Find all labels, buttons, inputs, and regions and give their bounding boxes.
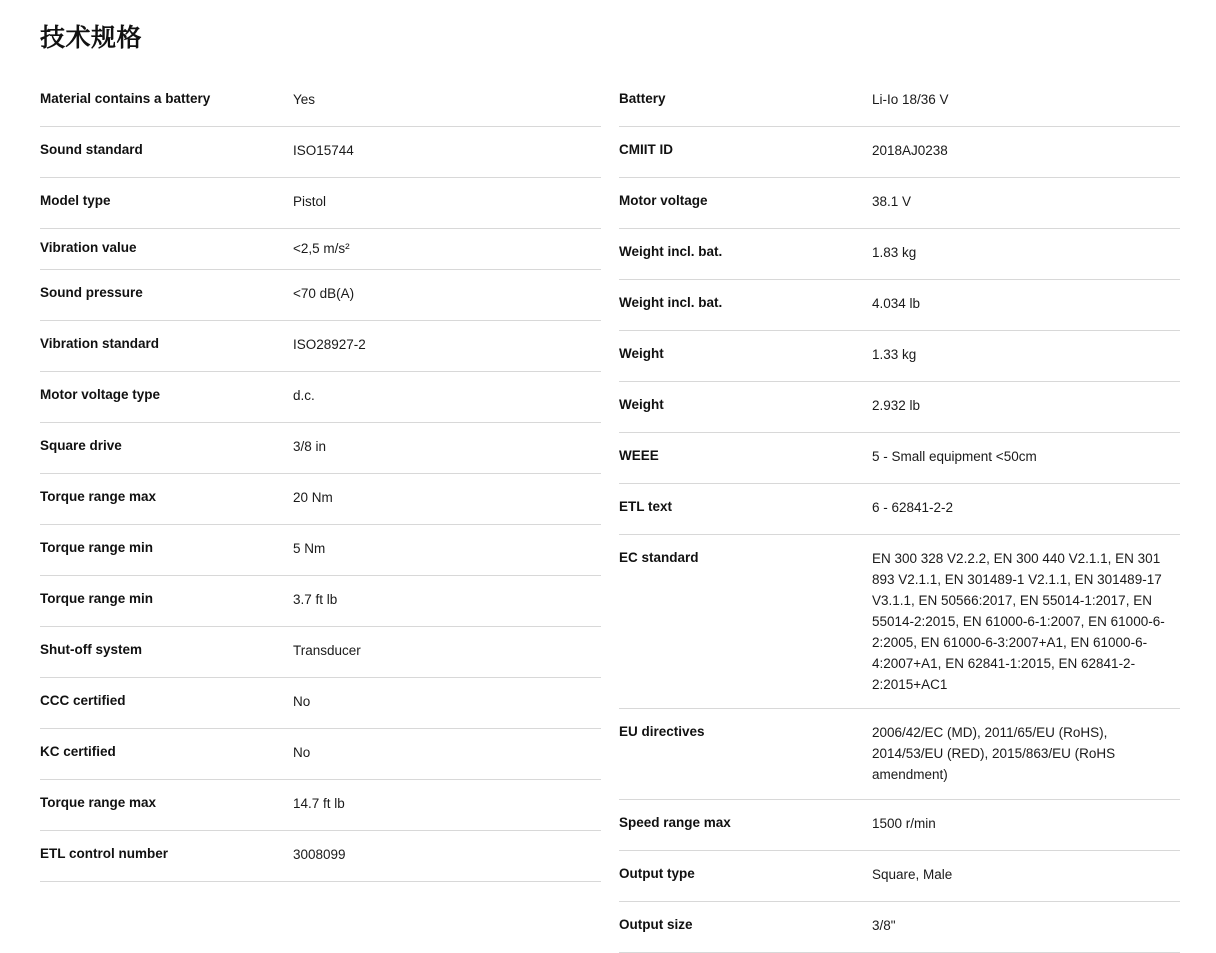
spec-label: ETL text [619, 499, 673, 514]
spec-row [619, 433, 1180, 484]
spec-row [40, 474, 601, 525]
spec-value: Pistol [293, 194, 327, 209]
spec-label: Sound pressure [40, 284, 143, 300]
spec-label: Output size [619, 917, 693, 933]
spec-label: CCC certified [40, 692, 126, 708]
spec-value: Li-Io 18/36 V [872, 92, 949, 107]
spec-label: Shut-off system [40, 641, 143, 657]
spec-label: CMIIT ID [619, 142, 673, 157]
spec-row [619, 127, 1180, 178]
spec-value: 5 Nm [293, 540, 326, 556]
spec-value: 38.1 V [872, 194, 912, 209]
spec-row [619, 902, 1180, 953]
page-title: 技术规格 [40, 24, 143, 52]
spec-label: Weight incl. bat. [619, 244, 723, 259]
spec-label: EC standard [619, 550, 699, 565]
spec-row [619, 851, 1180, 902]
spec-row [619, 280, 1180, 331]
spec-value: 4.034 lb [872, 296, 921, 311]
spec-label: Model type [40, 193, 111, 208]
spec-row [619, 800, 1180, 851]
spec-row [40, 576, 601, 627]
spec-label: Battery [619, 91, 666, 106]
spec-label: Vibration value [40, 240, 137, 255]
spec-row [40, 372, 601, 423]
spec-row [40, 423, 601, 474]
spec-label: Motor voltage [619, 193, 708, 208]
spec-value: d.c. [293, 387, 315, 403]
spec-label: Torque range min [40, 539, 154, 555]
spec-value: Transducer [293, 642, 361, 658]
spec-label: Torque range max [40, 488, 157, 504]
spec-row [619, 709, 1180, 800]
spec-value: 2018AJ0238 [872, 143, 948, 158]
specifications-left-column [40, 76, 601, 882]
spec-label: Weight incl. bat. [619, 295, 723, 310]
spec-label: Torque range min [40, 590, 154, 606]
spec-row [40, 270, 601, 321]
spec-value: Square, Male [872, 867, 953, 883]
spec-row [619, 331, 1180, 382]
spec-row [40, 229, 601, 270]
spec-row [40, 831, 601, 882]
spec-label: Speed range max [619, 815, 731, 831]
spec-row [40, 780, 601, 831]
spec-label: Output type [619, 866, 695, 882]
spec-value: No [293, 693, 311, 709]
spec-value: 2006/42/EC (MD), 2011/65/EU (RoHS), 2014/53/EU (RED), 2015/863/EU (RoHS amendment) [872, 725, 1116, 783]
spec-value: No [293, 744, 311, 760]
spec-label: Sound standard [40, 142, 143, 157]
spec-row [40, 627, 601, 678]
spec-value: ISO15744 [293, 143, 354, 158]
spec-value: <70 dB(A) [293, 285, 355, 301]
specifications-columns [40, 76, 1180, 953]
spec-value: 3/8" [872, 918, 896, 934]
spec-value: 1.33 kg [872, 347, 917, 362]
spec-label: Material contains a battery [40, 91, 211, 106]
spec-row [40, 178, 601, 229]
spec-label: EU directives [619, 724, 705, 740]
spec-row [619, 178, 1180, 229]
spec-label: ETL control number [40, 845, 169, 861]
spec-label: Vibration standard [40, 335, 160, 351]
specifications-right-column [619, 76, 1180, 953]
spec-row [40, 525, 601, 576]
spec-row [619, 382, 1180, 433]
spec-value: <2,5 m/s² [293, 241, 350, 256]
spec-value: Yes [293, 92, 316, 107]
spec-value: 3.7 ft lb [293, 591, 338, 607]
spec-row [40, 76, 601, 127]
spec-label: WEEE [619, 448, 659, 463]
spec-value: 6 - 62841-2-2 [872, 500, 954, 515]
spec-label: Weight [619, 346, 664, 361]
spec-value: 3008099 [293, 846, 346, 862]
spec-label: Torque range max [40, 794, 157, 810]
spec-value: 3/8 in [293, 438, 327, 454]
spec-value: 2.932 lb [872, 398, 921, 413]
spec-row [40, 127, 601, 178]
spec-row [619, 229, 1180, 280]
spec-row [40, 678, 601, 729]
spec-label: Square drive [40, 437, 122, 453]
spec-label: KC certified [40, 743, 116, 759]
spec-value: 1.83 kg [872, 245, 917, 260]
spec-row [40, 321, 601, 372]
spec-row [619, 76, 1180, 127]
spec-value: 5 - Small equipment <50cm [872, 449, 1037, 464]
spec-value: 20 Nm [293, 489, 333, 505]
spec-label: Motor voltage type [40, 386, 161, 402]
spec-value: 1500 r/min [872, 816, 936, 832]
spec-value: EN 300 328 V2.2.2, EN 300 440 V2.1.1, EN 301 893 V2.1.1, EN 301489-1 V2.1.1, EN 301489-17 V3.1.1, EN 50566:2017, EN 55014-1:2017, EN 55014-2:2015, EN 61000-6-1:2007, EN 61000-6-2:2005, EN 61000-6-3:2007+A1, EN 61000-6-4:2007+A1, EN 62841-1:2015, EN 62841-2-2:2015+AC1 [872, 551, 1165, 692]
spec-row [619, 535, 1180, 709]
spec-row [619, 484, 1180, 535]
spec-label: Weight [619, 397, 664, 412]
spec-row [40, 729, 601, 780]
spec-value: ISO28927-2 [293, 336, 366, 352]
spec-value: 14.7 ft lb [293, 795, 345, 811]
